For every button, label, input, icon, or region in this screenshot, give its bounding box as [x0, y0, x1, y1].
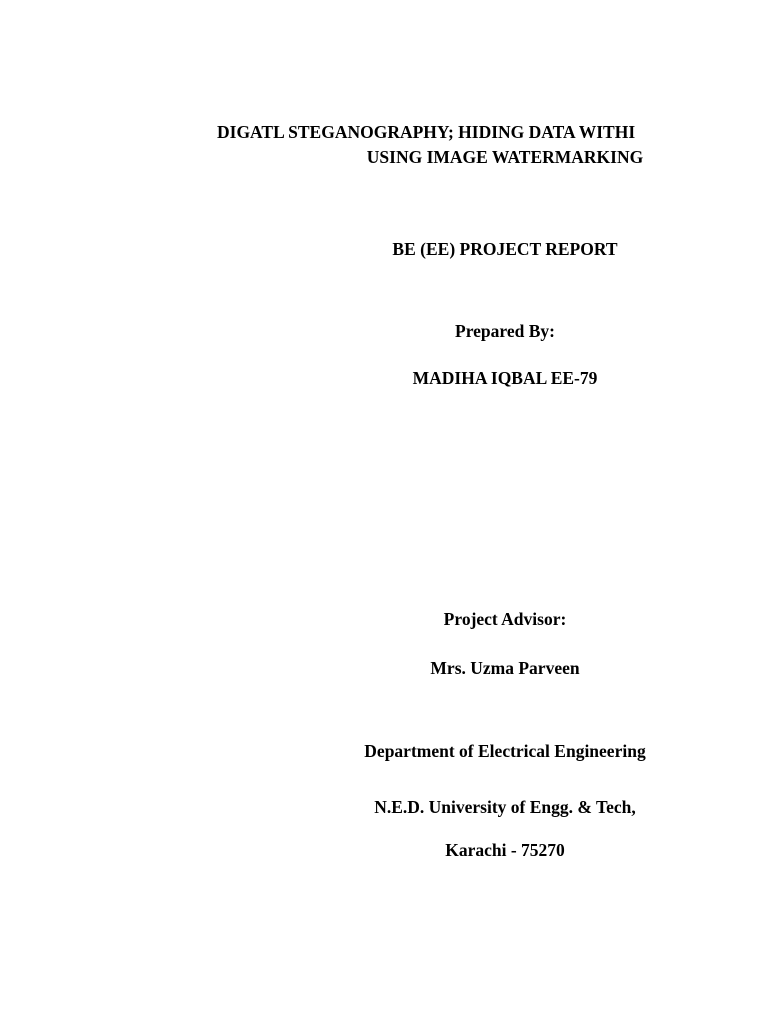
city-postal-code: Karachi - 75270 [445, 840, 565, 860]
title-line-1: DIGATL STEGANOGRAPHY; HIDING DATA WITHI [217, 122, 636, 142]
title-line-2: USING IMAGE WATERMARKING [366, 147, 644, 167]
report-type: BE (EE) PROJECT REPORT [392, 239, 618, 259]
title-line-1-container [217, 121, 714, 145]
prepared-by-label: Prepared By: [455, 321, 555, 341]
advisor-name: Mrs. Uzma Parveen [430, 658, 580, 678]
university-name: N.E.D. University of Engg. & Tech, [374, 797, 636, 817]
author-name: MADIHA IQBAL EE-79 [412, 368, 598, 388]
department-name: Department of Electrical Engineering [364, 741, 646, 761]
project-advisor-label: Project Advisor: [443, 609, 567, 629]
